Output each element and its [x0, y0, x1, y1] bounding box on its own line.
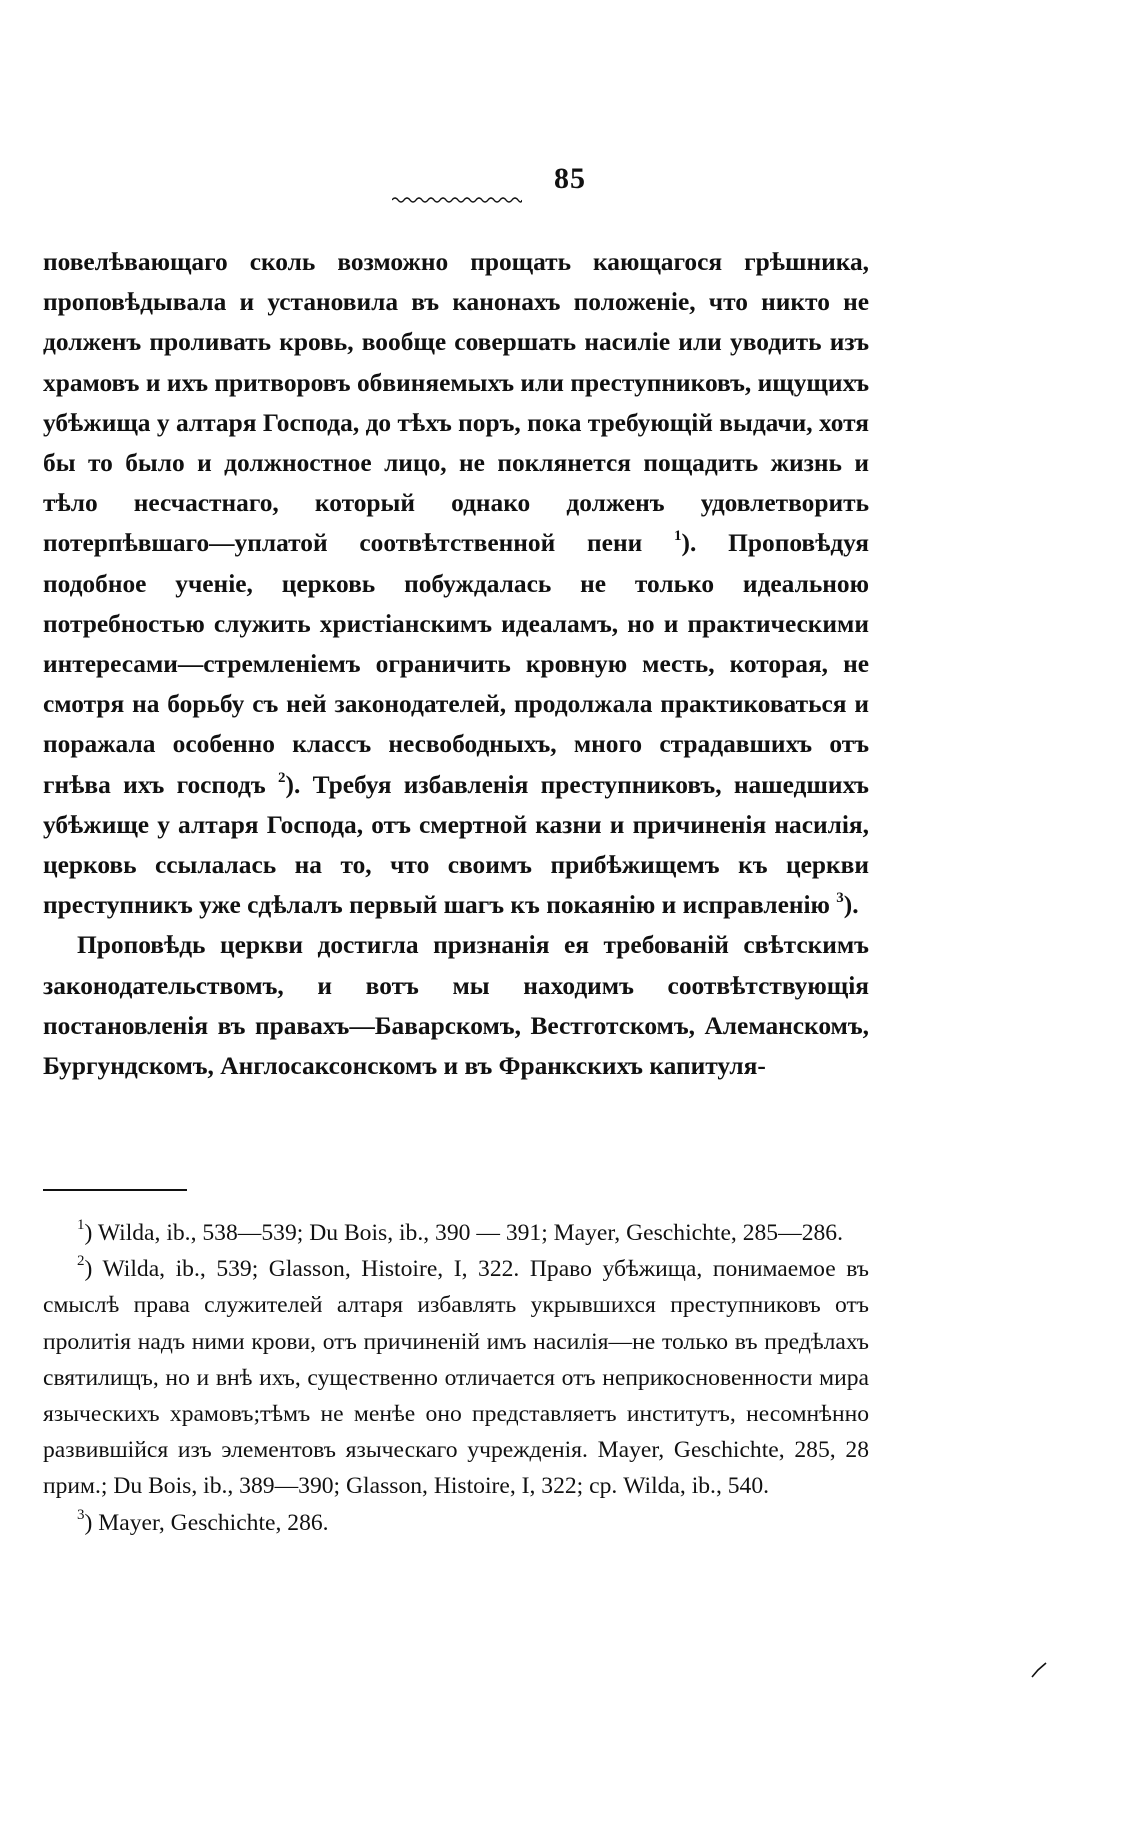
footnotes: [43, 1215, 869, 1541]
footnote: [43, 1251, 869, 1504]
main-text: [43, 242, 869, 1086]
footnote-text: ) Wilda, ib., 538—539; Du Bois, ib., 390 — 391; Mayer, Geschichte, 285—286.: [84, 1220, 843, 1246]
footnote-separator: [43, 1189, 187, 1191]
paragraph-text: ). Требуя избавленія преступниковъ, нашедшихъ убѣжище у алтаря Господа, отъ смертной казни и причиненія насилія, церковь ссылалась на то, что своимъ прибѣжищемъ къ церкви преступникъ уже сдѣлалъ первый шагъ къ покаянію и исправленію: [43, 770, 869, 920]
pencil-mark: [1029, 1660, 1049, 1680]
paragraph: Проповѣдь церкви достигла признанія ея требованій свѣтскимъ законодательствомъ, и вотъ мы находимъ соотвѣтствующія постановленія въ правахъ—Баварскомъ, Вестготскомъ, Алеманскомъ, Бургундскомъ, Англосаксонскомъ и въ Франкскихъ капитуля-: [43, 931, 869, 1081]
paragraph-continued: [43, 242, 869, 925]
footnote-marker: 1: [77, 1217, 85, 1233]
footnote-ref: 3: [836, 890, 844, 907]
paragraph-text: повелѣвающаго сколь возможно прощать кающагося грѣшника, проповѣдывала и установила въ канонахъ положеніе, что никто не долженъ проливать кровь, вообще совершать насиліе или уводить изъ храмовъ и ихъ притворовъ обвиняемыхъ или преступниковъ, ищущихъ убѣжища у алтаря Господа, до тѣхъ поръ, пока требующій выдачи, хотя бы то было и должностное лицо, не поклянется пощадить жизнь и тѣло несчастнаго, который однако долженъ удовлетворить потерпѣвшаго—уплатой соотвѣтственной пени: [43, 248, 869, 558]
page-number: 85: [554, 162, 586, 195]
footnote: [43, 1215, 869, 1251]
footnote: [43, 1505, 869, 1541]
footnote-ref: 1: [674, 528, 682, 545]
paragraph-text: ).: [843, 891, 859, 920]
footnote-text: ) Wilda, ib., 539; Glasson, Histoire, I, 322. Право убѣжища, понимаемое въ смыслѣ права служителей алтаря избавлять укрывшихся преступниковъ отъ пролитія надъ ними крови, отъ причиненій имъ насилія—не только въ предѣлахъ святилищъ, но и внѣ ихъ, существенно отличается отъ неприкосновенности мира языческихъ храмовъ;тѣмъ не менѣе оно представляетъ институтъ, несомнѣнно развившійся изъ элементовъ языческаго учрежденія. Mayer, Geschichte, 285, 28 прим.; Du Bois, ib., 389—390; Glasson, Histoire, I, 322; ср. Wilda, ib., 540.: [43, 1256, 869, 1500]
footnote-marker: 2: [77, 1253, 85, 1270]
page-number-wavy-rule: [392, 196, 522, 204]
paragraph-text: ). Проповѣдуя подобное ученіе, церковь побуждалась не только идеальною потребностью служить христіанскимъ идеаламъ, но и практическими интересами—стремленіемъ ограничить кровную месть, которая, не смотря на борьбу съ ней законодателей, продолжала практиковаться и поражала особенно классъ несвободныхъ, много страдавшихъ отъ гнѣва ихъ господъ: [43, 529, 869, 799]
footnote-ref: 2: [278, 769, 286, 786]
footnote-marker: 3: [77, 1506, 85, 1523]
footnote-text: ) Mayer, Geschichte, 286.: [84, 1509, 329, 1536]
